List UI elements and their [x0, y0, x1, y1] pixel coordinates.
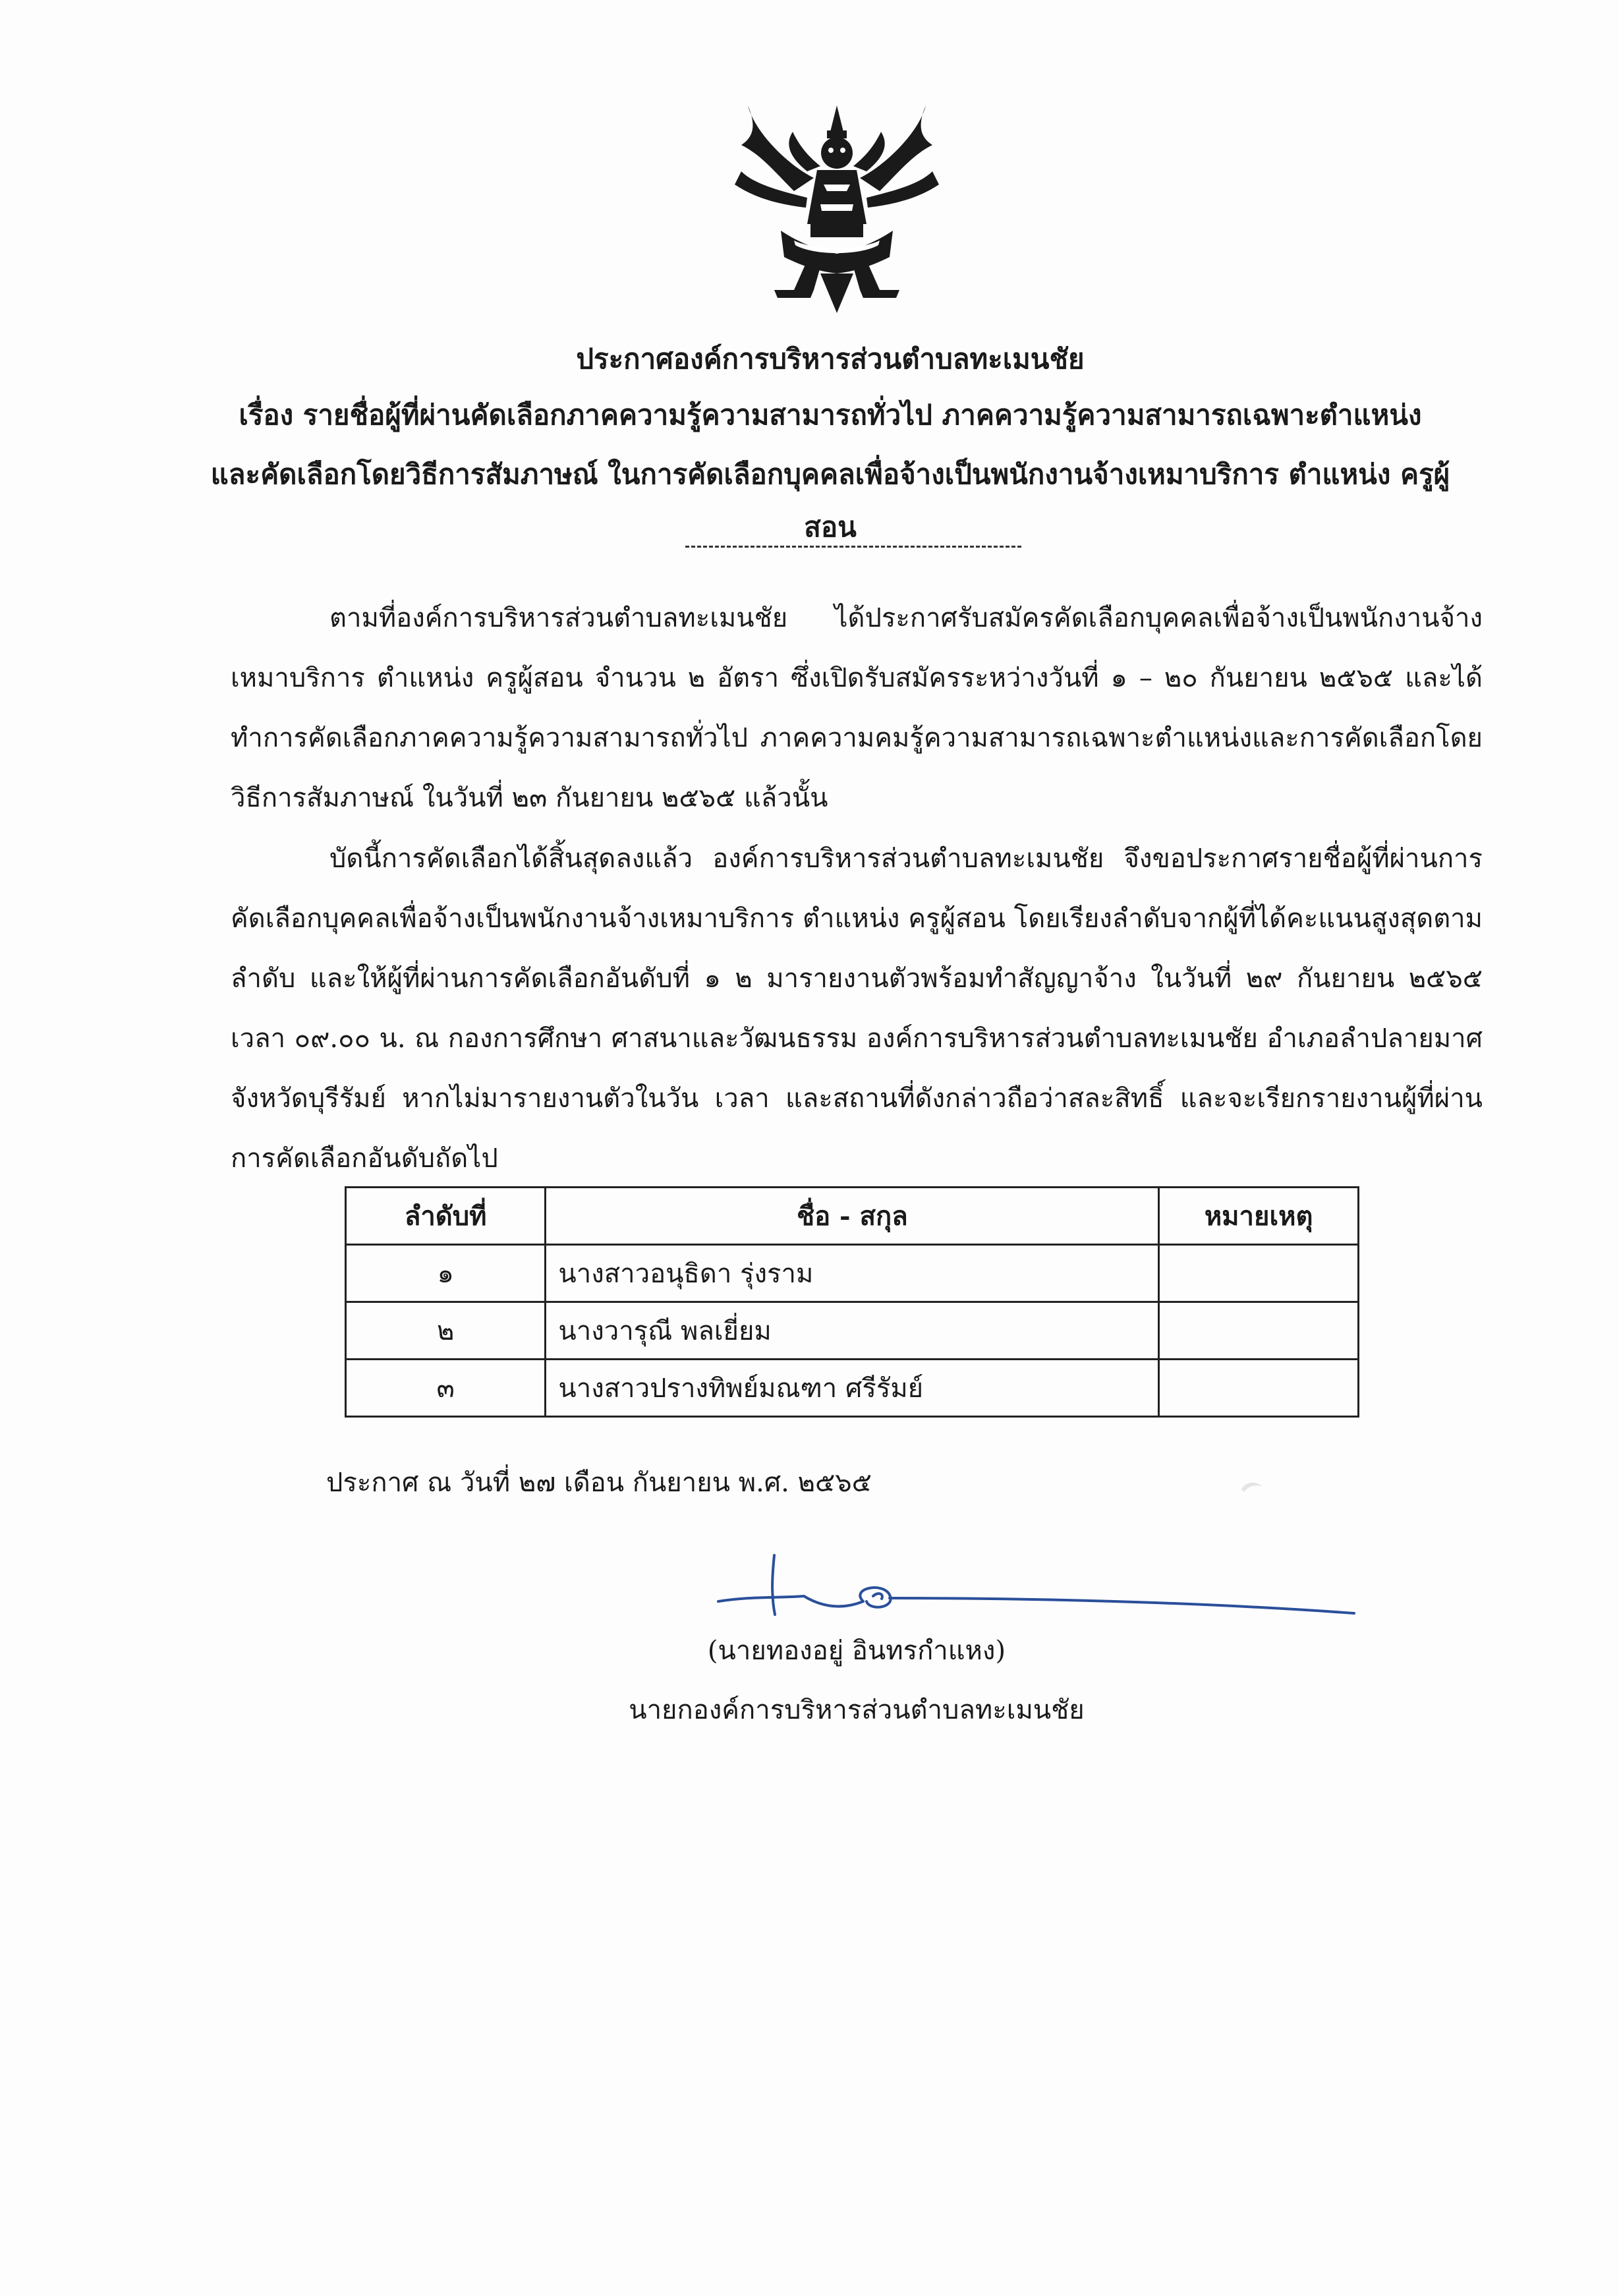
subject-line-2: และคัดเลือกโดยวิธีการสัมภาษณ์ ในการคัดเลือกบุคคลเพื่อจ้างเป็นพนักงานจ้างเหมาบริการ ตำแหน่ง ครูผู้สอน	[210, 458, 1450, 543]
row-note	[1159, 1245, 1359, 1302]
row-name: นางวารุณี พลเยี่ยม	[546, 1302, 1159, 1360]
announcement-title: ประกาศองค์การบริหารส่วนตำบลทะเมนชัย	[576, 343, 1085, 375]
body-paragraph-2: บัดนี้การคัดเลือกได้สิ้นสุดลงแล้ว องค์การบริหารส่วนตำบลทะเมนชัย จึงขอประกาศรายชื่อผู้ที่ผ่านการคัดเลือกบุคคลเพื่อจ้างเป็นพนักงานจ้างเหมาบริการ ตำแหน่ง ครูผู้สอน โดยเรียงลำดับจากผู้ที่ได้คะแนนสูงสุดตามลำดับ และให้ผู้ที่ผ่านการคัดเลือกอันดับที่ ๑ ๒ มารายงานตัวพร้อมทำสัญญาจ้าง ในวันที่ ๒๙ กันยายน ๒๕๖๕ เวลา ๐๙.๐๐ น. ณ กองการศึกษา ศาสนาและวัฒนธรรม องค์การบริหารส่วนตำบลทะเมนชัย อำเภอลำปลายมาศ จังหวัดบุรีรัมย์ หากไม่มารายงานตัวในวัน เวลา และสถานที่ดังกล่าวถือว่าสละสิทธิ์ และจะเรียกรายงานผู้ที่ผ่านการคัดเลือกอันดับถัดไป	[231, 844, 1483, 1174]
garuda-emblem-icon	[728, 92, 946, 316]
signature-mark	[712, 1535, 1357, 1628]
body-paragraph-1: ตามที่องค์การบริหารส่วนตำบลทะเมนชัย ได้ประกาศรับสมัครคัดเลือกบุคคลเพื่อจ้างเป็นพนักงานจ้างเหมาบริการ ตำแหน่ง ครูผู้สอน จำนวน ๒ อัตรา ซึ่งเปิดรับสมัครระหว่างวันที่ ๑ – ๒๐ กันยายน ๒๕๖๕ และได้ทำการคัดเลือกภาคความรู้ความสามารถทั่วไป ภาคความคมรู้ความสามารถเฉพาะตำแหน่งและการคัดเลือกโดยวิธีการสัมภาษณ์ ในวันที่ ๒๓ กันยายน ๒๕๖๕ แล้วนั้น	[231, 603, 1483, 813]
scan-mark	[1239, 1476, 1265, 1496]
table-row	[346, 1302, 1359, 1360]
table-row	[346, 1245, 1359, 1302]
title-divider	[685, 546, 1021, 548]
header-order: ลำดับที่	[346, 1188, 546, 1245]
row-note	[1159, 1302, 1359, 1360]
header-name: ชื่อ - สกุล	[546, 1188, 1159, 1245]
subject-line-1: เรื่อง รายชื่อผู้ที่ผ่านคัดเลือกภาคความรู้ความสามารถทั่วไป ภาคความรู้ความสามารถเฉพาะตำแหน่ง	[239, 399, 1422, 431]
row-order: ๑	[346, 1245, 546, 1302]
row-note	[1159, 1360, 1359, 1417]
row-name: นางสาวปรางทิพย์มณฑา ศรีรัมย์	[546, 1360, 1159, 1417]
signer-title: นายกองค์การบริหารส่วนตำบลทะเมนชัย	[629, 1695, 1085, 1725]
results-table	[345, 1186, 1359, 1418]
table-row	[346, 1360, 1359, 1417]
row-order: ๒	[346, 1302, 546, 1360]
row-name: นางสาวอนุธิดา รุ่งราม	[546, 1245, 1159, 1302]
table-header-row	[346, 1188, 1359, 1245]
signer-name: (นายทองอยู่ อินทรกำแหง)	[707, 1636, 1006, 1666]
announcement-date: ประกาศ ณ วันที่ ๒๗ เดือน กันยายน พ.ศ. ๒๕๖๕	[326, 1468, 872, 1498]
header-note: หมายเหตุ	[1159, 1188, 1359, 1245]
row-order: ๓	[346, 1360, 546, 1417]
